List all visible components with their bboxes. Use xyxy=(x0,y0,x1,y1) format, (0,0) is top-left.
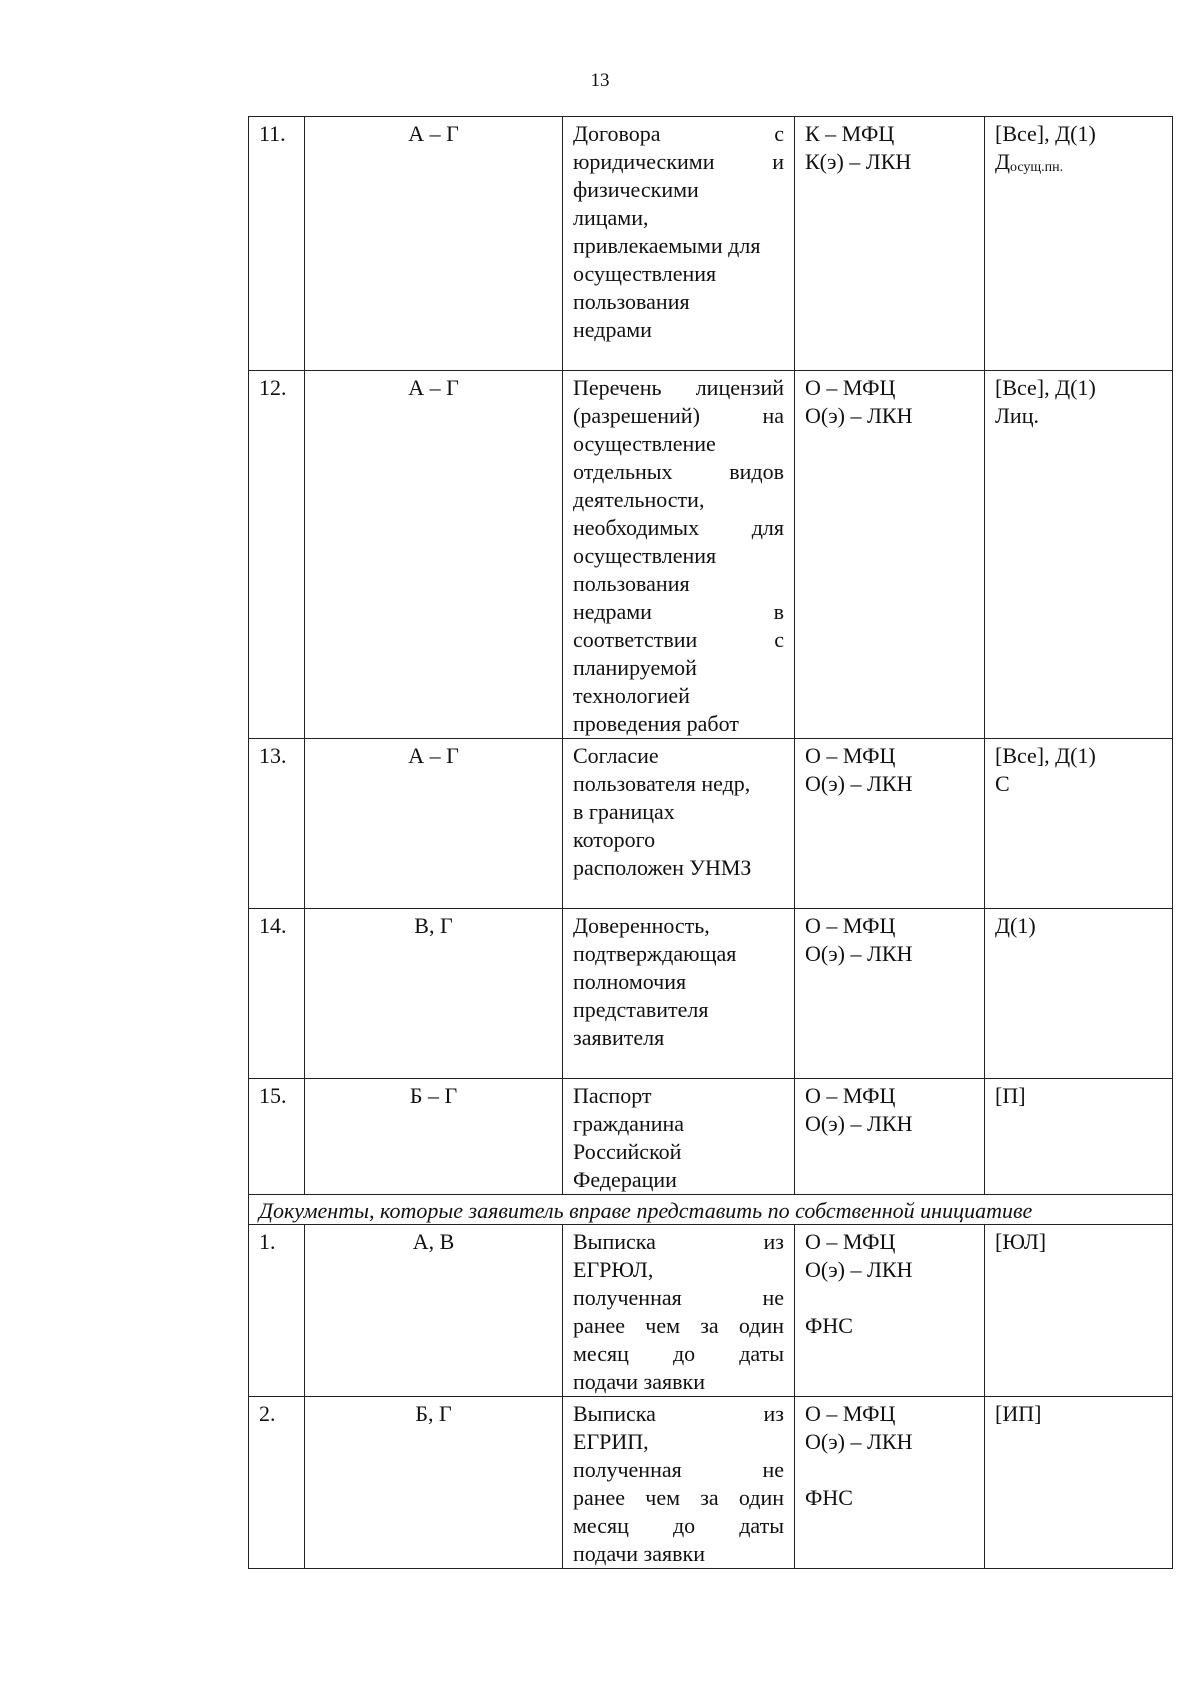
document-name xyxy=(563,371,795,739)
document-name-line: технологией xyxy=(573,683,690,708)
document-name-line: проведения работ xyxy=(573,711,739,736)
document-name-line: Перечень лицензий xyxy=(573,375,784,400)
form-line: К – МФЦ xyxy=(805,121,895,146)
form-line: О – МФЦ xyxy=(805,1401,896,1426)
note-sub: осущ.пн. xyxy=(1010,160,1064,175)
document-name xyxy=(563,1079,795,1195)
submission-form xyxy=(795,1397,985,1569)
page-number: 13 xyxy=(590,70,610,91)
applicant-category: А, В xyxy=(305,1225,563,1397)
document-name-line: недрами в xyxy=(573,599,784,624)
document-name-line: Выписка из xyxy=(573,1229,784,1254)
row-number: 1. xyxy=(249,1225,305,1397)
row-number: 13. xyxy=(249,739,305,909)
form-line: О – МФЦ xyxy=(805,743,896,768)
document-name-line: планируемой xyxy=(573,655,697,680)
document-name-line: расположен УНМЗ xyxy=(573,855,752,880)
row-number: 11. xyxy=(249,117,305,371)
form-line: О(э) – ЛКН xyxy=(805,941,913,966)
note-line: Д(1) xyxy=(995,913,1036,938)
document-name-line: ЕГРИП, xyxy=(573,1429,649,1454)
table-row xyxy=(249,1397,1173,1569)
document-note xyxy=(985,371,1173,739)
form-extra: ФНС xyxy=(805,1313,853,1338)
form-line: О(э) – ЛКН xyxy=(805,1111,913,1136)
document-name-line: юридическими и xyxy=(573,149,784,174)
form-line: О(э) – ЛКН xyxy=(805,1429,913,1454)
table-row xyxy=(249,117,1173,371)
document-name-line: гражданина xyxy=(573,1111,685,1136)
document-name-line: представителя xyxy=(573,997,709,1022)
document-name-line: лицами, xyxy=(573,205,649,230)
document-name-line: подачи заявки xyxy=(573,1369,705,1394)
document-name-line: необходимых для xyxy=(573,515,784,540)
document-name xyxy=(563,1225,795,1397)
submission-form xyxy=(795,1079,985,1195)
form-line: О – МФЦ xyxy=(805,1083,896,1108)
section-heading: Документы, которые заявитель вправе представить по собственной инициативе xyxy=(249,1195,1173,1225)
table-row xyxy=(249,1079,1173,1195)
document-name-line: физическими xyxy=(573,177,699,202)
document-name-line: Выписка из xyxy=(573,1401,784,1426)
document-name-line: полномочия xyxy=(573,969,687,994)
note-line: [Все], Д(1) xyxy=(995,121,1096,146)
document-name-line: полученная не xyxy=(573,1285,784,1310)
document-name-line: ранее чем за один xyxy=(573,1485,784,1510)
submission-form xyxy=(795,1225,985,1397)
row-number: 2. xyxy=(249,1397,305,1569)
document-name-line: осуществление xyxy=(573,431,716,456)
document-name-line: месяц до даты xyxy=(573,1513,784,1538)
document-name-line: Доверенность, xyxy=(573,913,710,938)
table-row xyxy=(249,371,1173,739)
note-line: [Все], Д(1) xyxy=(995,375,1096,400)
form-line: О – МФЦ xyxy=(805,375,896,400)
document-name-line: которого xyxy=(573,827,656,852)
document-note xyxy=(985,1397,1173,1569)
form-line: О(э) – ЛКН xyxy=(805,403,913,428)
document-note xyxy=(985,1079,1173,1195)
document-name-line: ЕГРЮЛ, xyxy=(573,1257,654,1282)
document-name-line: Федерации xyxy=(573,1167,677,1192)
note-line: [Все], Д(1) xyxy=(995,743,1096,768)
table-row xyxy=(249,739,1173,909)
note-main: Д xyxy=(995,149,1011,174)
form-line: О(э) – ЛКН xyxy=(805,1257,913,1282)
table-row xyxy=(249,1225,1173,1397)
applicant-category: А – Г xyxy=(305,739,563,909)
form-line: О – МФЦ xyxy=(805,1229,896,1254)
note-line: [ЮЛ] xyxy=(995,1229,1047,1254)
document-note xyxy=(985,739,1173,909)
spacer xyxy=(805,1284,974,1312)
submission-form xyxy=(795,909,985,1079)
document-name-line: (разрешений) на xyxy=(573,403,784,428)
document-name-line: Паспорт xyxy=(573,1083,652,1108)
document-name-line: пользования xyxy=(573,289,690,314)
form-line: К(э) – ЛКН xyxy=(805,149,912,174)
document-note xyxy=(985,909,1173,1079)
applicant-category: А – Г xyxy=(305,117,563,371)
submission-form xyxy=(795,739,985,909)
table-row xyxy=(249,909,1173,1079)
document-note xyxy=(985,1225,1173,1397)
document-note xyxy=(985,117,1173,371)
applicant-category: Б, Г xyxy=(305,1397,563,1569)
section-heading-row xyxy=(249,1195,1173,1225)
form-line: О(э) – ЛКН xyxy=(805,771,913,796)
form-line: О – МФЦ xyxy=(805,913,896,938)
document-name-line: пользования xyxy=(573,571,690,596)
applicant-category: Б – Г xyxy=(305,1079,563,1195)
note-line-subscript xyxy=(995,148,1162,182)
document-name-line: полученная не xyxy=(573,1457,784,1482)
document-name-line: ранее чем за один xyxy=(573,1313,784,1338)
document-name-line: соответствии с xyxy=(573,627,784,652)
submission-form xyxy=(795,371,985,739)
note-line: [ИП] xyxy=(995,1401,1042,1426)
document-name-line: месяц до даты xyxy=(573,1341,784,1366)
row-number: 14. xyxy=(249,909,305,1079)
document-name-line: Согласие xyxy=(573,743,659,768)
document-name-line: Российской xyxy=(573,1139,682,1164)
document-name-line: деятельности, xyxy=(573,487,705,512)
documents-table xyxy=(248,116,1173,1569)
document-name-line: в границах xyxy=(573,799,675,824)
document-name-line: осуществления xyxy=(573,543,717,568)
note-line: [П] xyxy=(995,1083,1026,1108)
form-extra: ФНС xyxy=(805,1485,853,1510)
document-name-line: заявителя xyxy=(573,1025,665,1050)
document-name-line: Договора с xyxy=(573,121,784,146)
row-number: 15. xyxy=(249,1079,305,1195)
applicant-category: В, Г xyxy=(305,909,563,1079)
document-name xyxy=(563,739,795,909)
note-line: С xyxy=(995,771,1010,796)
document-name-line: подтверждающая xyxy=(573,941,737,966)
document-name xyxy=(563,909,795,1079)
document-name-line: привлекаемыми для xyxy=(573,233,761,258)
row-number: 12. xyxy=(249,371,305,739)
document-name xyxy=(563,117,795,371)
document-name-line: недрами xyxy=(573,317,652,342)
document-name-line: подачи заявки xyxy=(573,1541,705,1566)
applicant-category: А – Г xyxy=(305,371,563,739)
document-name xyxy=(563,1397,795,1569)
document-name-line: пользователя недр, xyxy=(573,771,751,796)
document-name-line: отдельных видов xyxy=(573,459,784,484)
document-name-line: осуществления xyxy=(573,261,717,286)
spacer xyxy=(805,1456,974,1484)
note-line: Лиц. xyxy=(995,403,1039,428)
submission-form xyxy=(795,117,985,371)
